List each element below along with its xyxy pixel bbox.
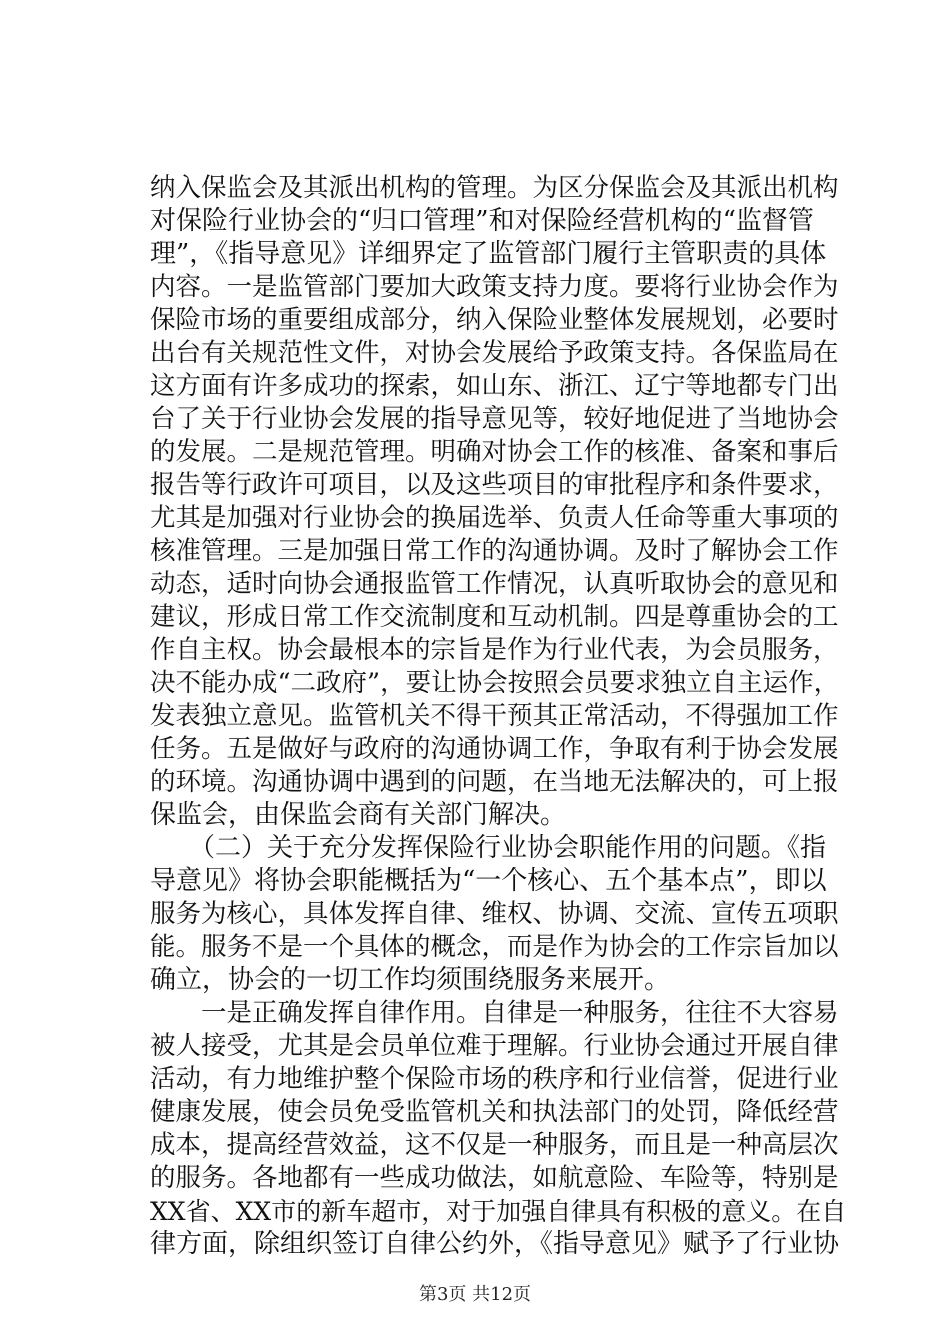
- text-line: 建议，形成日常工作交流制度和互动机制。四是尊重协会的工: [150, 602, 839, 632]
- text-line: 的服务。各地都有一些成功做法，如航意险、车险等，特别是: [150, 1163, 839, 1193]
- text-line: 活动，有力地维护整个保险市场的秩序和行业信誉，促进行业: [150, 1064, 839, 1094]
- text-line: 健康发展，使会员免受监管机关和执法部门的处罚，降低经营: [150, 1097, 839, 1127]
- text-line: 动态，适时向协会通报监管工作情况，认真听取协会的意见和: [150, 569, 839, 599]
- text-line: 成本，提高经营效益，这不仅是一种服务，而且是一种高层次: [150, 1130, 839, 1160]
- text-line: 发表独立意见。监管机关不得干预其正常活动，不得强加工作: [150, 701, 839, 731]
- text-line: （二）关于充分发挥保险行业协会职能作用的问题。《指: [150, 833, 827, 863]
- text-line: 内容。一是监管部门要加大政策支持力度。要将行业协会作为: [150, 272, 839, 302]
- text-line: 纳入保监会及其派出机构的管理。为区分保监会及其派出机构: [150, 173, 839, 203]
- text-line: 报告等行政许可项目，以及这些项目的审批程序和条件要求，: [150, 470, 839, 500]
- text-line: 律方面，除组织签订自律公约外，《指导意见》赋予了行业协: [150, 1229, 840, 1259]
- text-line: 确立，协会的一切工作均须围绕服务来展开。: [150, 965, 671, 995]
- text-line: 一是正确发挥自律作用。自律是一种服务，往往不大容易: [150, 998, 839, 1028]
- text-line: 被人接受，尤其是会员单位难于理解。行业协会通过开展自律: [150, 1031, 839, 1061]
- text-line: 尤其是加强对行业协会的换届选举、负责人任命等重大事项的: [150, 503, 839, 533]
- text-line: 作自主权。协会最根本的宗旨是作为行业代表，为会员服务，: [150, 635, 839, 665]
- text-line: 的发展。二是规范管理。明确对协会工作的核准、备案和事后: [150, 437, 839, 467]
- text-line: 理”，《指导意见》详细界定了监管部门履行主管职责的具体: [150, 239, 827, 269]
- text-line: 这方面有许多成功的探索，如山东、浙江、辽宁等地都专门出: [150, 371, 839, 401]
- text-line: 导意见》将协会职能概括为“一个核心、五个基本点”，即以: [150, 866, 827, 896]
- document-body: [150, 172, 850, 1261]
- text-line: 任务。五是做好与政府的沟通协调工作，争取有利于协会发展: [150, 734, 839, 764]
- text-line: 能。服务不是一个具体的概念，而是作为协会的工作宗旨加以: [150, 932, 839, 962]
- text-line: 出台有关规范性文件，对协会发展给予政策支持。各保监局在: [150, 338, 839, 368]
- text-line: 保监会，由保监会商有关部门解决。: [150, 800, 567, 830]
- text-line: 对保险行业协会的“归口管理”和对保险经营机构的“监督管: [150, 206, 814, 236]
- text-line: XX省、XX市的新车超市，对于加强自律具有积极的意义。在自: [150, 1197, 847, 1226]
- text-line: 保险市场的重要组成部分，纳入保险业整体发展规划，必要时: [150, 305, 839, 335]
- text-line: 核准管理。三是加强日常工作的沟通协调。及时了解协会工作: [150, 536, 839, 566]
- text-line: 服务为核心，具体发挥自律、维权、协调、交流、宣传五项职: [150, 899, 839, 929]
- text-line: 的环境。沟通协调中遇到的问题，在当地无法解决的，可上报: [150, 767, 839, 797]
- page-footer: 第3页 共12页: [418, 1284, 532, 1305]
- text-line: 决不能办成“二政府”，要让协会按照会员要求独立自主运作，: [150, 668, 840, 698]
- text-line: 台了关于行业协会发展的指导意见等，较好地促进了当地协会: [150, 404, 839, 434]
